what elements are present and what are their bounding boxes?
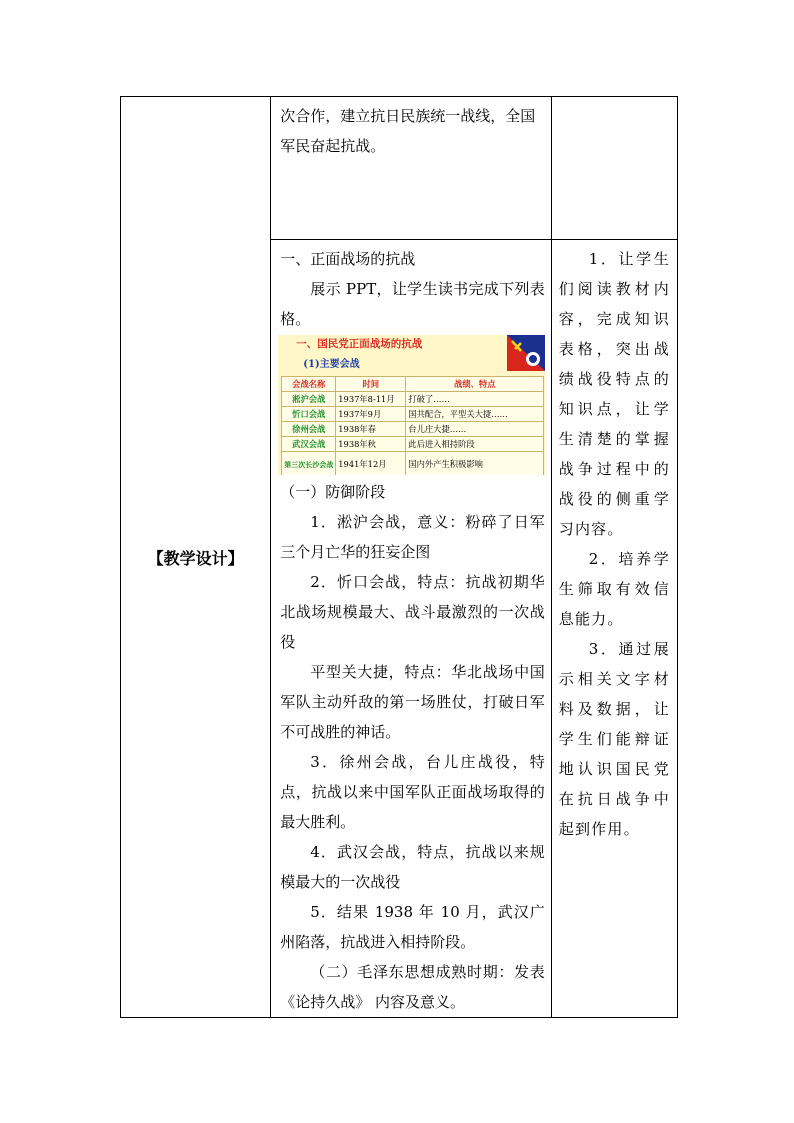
section-label: 【教学设计】 [147,548,244,568]
ppt-row [282,392,544,407]
flag-icon [507,335,545,371]
paragraph-pingxingguan: 平型关大捷，特点：华北战场中国军队主动歼敌的第一场胜仗，打破日军不可战胜的神话。 [280,663,545,741]
paragraph-result: 5．结果 1938 年 10 月，武汉广州陷落，抗战进入相持阶段。 [280,903,545,951]
ppt-subtitle: (1)主要会战 [303,359,360,370]
ppt-cell-name: 徐州会战 [282,422,336,437]
ppt-cell-name: 淞沪会战 [282,392,336,407]
ppt-cell-name: 武汉会战 [282,437,336,452]
content-heading: 一、正面战场的抗战 [280,250,416,268]
content-cell [271,240,552,1018]
ppt-cell-name: 忻口会战 [282,407,336,422]
paragraph-xuzhou: 3．徐州会战，台儿庄战役，特点，抗战以来中国军队正面战场取得的最大胜利。 [280,753,545,831]
ppt-header-name: 会战名称 [282,377,336,392]
continuation-cell [271,97,552,240]
ppt-cell-time: 1937年8-11月 [336,392,406,407]
intro-text: 展示 PPT，让学生读书完成下列表格。 [280,280,545,328]
ppt-cell-feature: 国共配合，平型关大捷…… [406,407,544,422]
paragraph-maozedong: （二）毛泽东思想成熟时期：发表《论持久战》 内容及意义。 [280,963,545,1011]
ppt-cell-feature: 台儿庄大捷…… [406,422,544,437]
ppt-row [282,407,544,422]
ppt-cell-feature: 打破了…… [406,392,544,407]
ppt-cell-time: 1938年春 [336,422,406,437]
intent-cell [551,240,677,1018]
ppt-cell-time: 1938年秋 [336,437,406,452]
ppt-header-feature: 战绩、特点 [406,377,544,392]
ppt-cell-feature: 此后进入相持阶段 [406,437,544,452]
continuation-line-2: 军民奋起抗战。 [280,137,386,155]
intent-3: 3．通过展示相关文字材料及数据，让学生们能辩证地认识国民党在抗日战争中起到作用。 [558,640,670,838]
paragraph-xinkou: 2．忻口会战，特点：抗战初期华北战场规模最大、战斗最激烈的一次战役 [280,573,545,651]
ppt-cell-name: 第三次长沙会战 [282,452,336,476]
label-cell [121,97,271,1018]
paragraph-songhu: 1．淞沪会战，意义：粉碎了日军三个月亡华的狂妄企图 [280,513,545,561]
continuation-line-1: 次合作，建立抗日民族统一战线，全国 [280,107,536,125]
ppt-cell-time: 1941年12月 [336,452,406,476]
ppt-title: 一、国民党正面战场的抗战 [296,338,423,350]
ppt-row [282,422,544,437]
ppt-battle-table [281,376,544,475]
ppt-cell-feature: 国内外产生积极影响 [406,452,544,476]
ppt-header-time: 时间 [336,377,406,392]
paragraph-wuhan: 4．武汉会战，特点，抗战以来规模最大的一次战役 [280,843,545,891]
intent-2: 2．培养学生筛取有效信息能力。 [558,550,670,628]
lesson-plan-table [120,96,678,1018]
ppt-row [282,452,544,476]
section-defense-heading: （一）防御阶段 [280,483,386,501]
ppt-cell-time: 1937年9月 [336,407,406,422]
intent-1: 1．让学生们阅读教材内容，完成知识表格，突出战绩战役特点的知识点，让学生清楚的掌握战争过程中的战役的侧重学习内容。 [558,250,670,538]
ppt-slide-image [278,335,545,475]
ppt-row [282,437,544,452]
empty-cell [551,97,677,240]
